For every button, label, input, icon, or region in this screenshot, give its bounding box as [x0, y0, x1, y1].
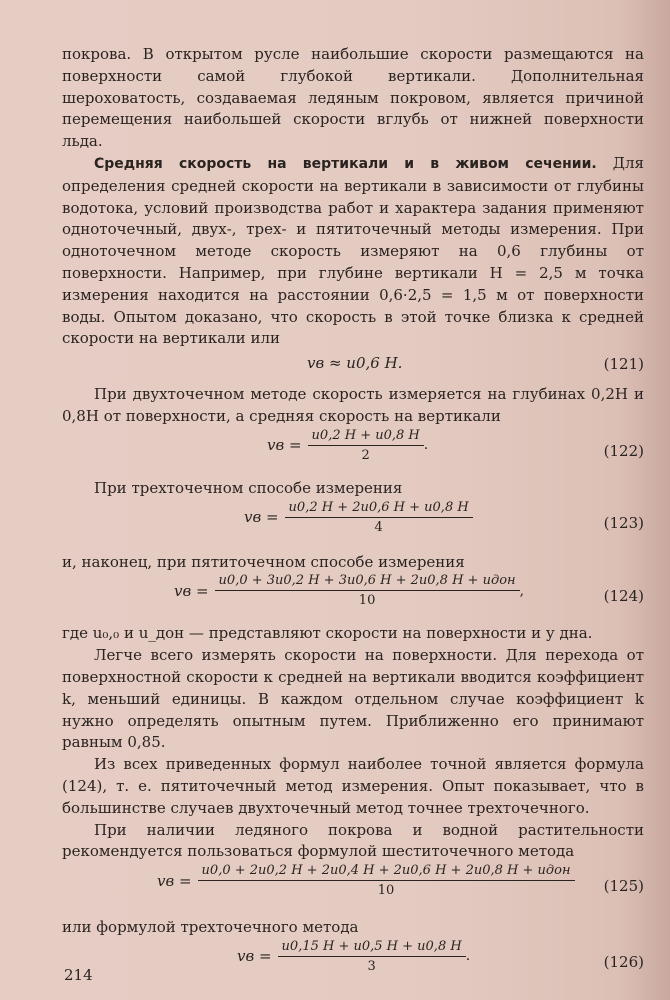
denominator: 2 [361, 447, 370, 463]
fraction [215, 573, 520, 608]
text-column [62, 44, 644, 985]
equation-lhs: vв = [237, 947, 272, 966]
paragraph: или формулой трехточечного метода [62, 918, 359, 937]
denominator: 3 [367, 958, 376, 974]
equation-lhs: vв = [157, 871, 192, 890]
equation-lhs: vв = [174, 581, 209, 600]
equation-122 [62, 428, 644, 474]
numerator: u0,0 + 3u0,2 H + 3u0,6 H + 2u0,8 H + uдон [215, 573, 520, 591]
equation-tail: . [465, 948, 471, 965]
paragraph [62, 153, 644, 350]
paragraph-text: Для определения средней скорости на вертикали в зависимости от глубины водотока, условий производства работ и характера задания применяют одноточечный, двух-, трех- и пятиточечный методы измерения. При одноточечном методе скорость измеряют на 0,6 глубины от поверхности. Например, при глубине вертикали H = 2,5 м точка измерения находится на расстоянии 0,6·2,5 = 1,5 м от поверхности воды. Опытом доказано, что скорость в этой точке близка к средней скорости на вертикали или [62, 153, 644, 348]
paragraph: Легче всего измерять скорости на поверхности. Для перехода от поверхностной скорости к средней на вертикали вводится коэффициент k, меньший единицы. В каждом отдельном случае коэффициент k нужно определять опытным путем. Приближенно его принимают равным 0,85. [62, 646, 644, 752]
denominator: 10 [377, 883, 395, 899]
equation-123 [62, 500, 644, 546]
fraction [308, 428, 424, 463]
equation-124 [62, 573, 644, 619]
denominator: 10 [358, 593, 376, 609]
equation-lhs: vв = [267, 436, 302, 455]
equation-121 [62, 350, 644, 378]
fraction [285, 500, 473, 535]
numerator: u0,15 H + u0,5 H + u0,8 H [278, 939, 466, 957]
equation-tail: . [423, 437, 429, 454]
paragraph: покрова. В открытом русле наибольшие скорости размещаются на поверхности самой глубокой вертикали. Дополнительная шероховатость, создаваемая ледяным покровом, является причиной перемещения наибольшей скорости вглубь от нижней поверхности льда. [62, 45, 644, 151]
numerator: u0,2 H + 2u0,6 H + u0,8 H [285, 500, 473, 518]
equation-125 [62, 863, 644, 909]
numerator: u0,0 + 2u0,2 H + 2u0,4 H + 2u0,6 H + 2u0,8 H + uдон [198, 863, 575, 881]
paragraph: и, наконец, при пятиточечном способе измерения [62, 552, 465, 571]
fraction [198, 863, 575, 898]
equation-126 [62, 939, 644, 985]
numerator: u0,2 H + u0,8 H [308, 428, 424, 446]
equation-tail: , [519, 582, 525, 599]
equation-number: (125) [603, 877, 644, 896]
paragraph: где u₀,₀ и u_дон — представляют скорости на поверхности и у дна. [62, 624, 593, 643]
denominator: 4 [374, 519, 383, 535]
equation-number: (126) [603, 952, 644, 971]
equation-number: (122) [603, 441, 644, 460]
fraction [278, 939, 466, 974]
equation-number: (121) [603, 355, 644, 374]
paragraph: При наличии ледяного покрова и водной растительности рекомендуется пользоваться формулой шеститочечного метода [62, 820, 644, 861]
equation-number: (123) [603, 513, 644, 532]
page-number: 214 [64, 966, 93, 984]
equation-body: vв ≈ u0,6 H. [307, 354, 403, 373]
equation-number: (124) [603, 587, 644, 606]
paragraph: При трехточечном способе измерения [94, 478, 403, 497]
equation-lhs: vв = [244, 508, 279, 527]
paragraph: Из всех приведенных формул наиболее точной является формула (124), т. е. пятиточечный метод измерения. Опыт показывает, что в большинстве случаев двухточечный метод точнее трехточечного. [62, 755, 644, 817]
paragraph: При двухточечном методе скорость измеряется на глубинах 0,2H и 0,8H от поверхности, а средняя скорость на вертикали [62, 385, 644, 425]
run-in-heading: Средняя скорость на вертикали и в живом сечении. [94, 155, 597, 172]
